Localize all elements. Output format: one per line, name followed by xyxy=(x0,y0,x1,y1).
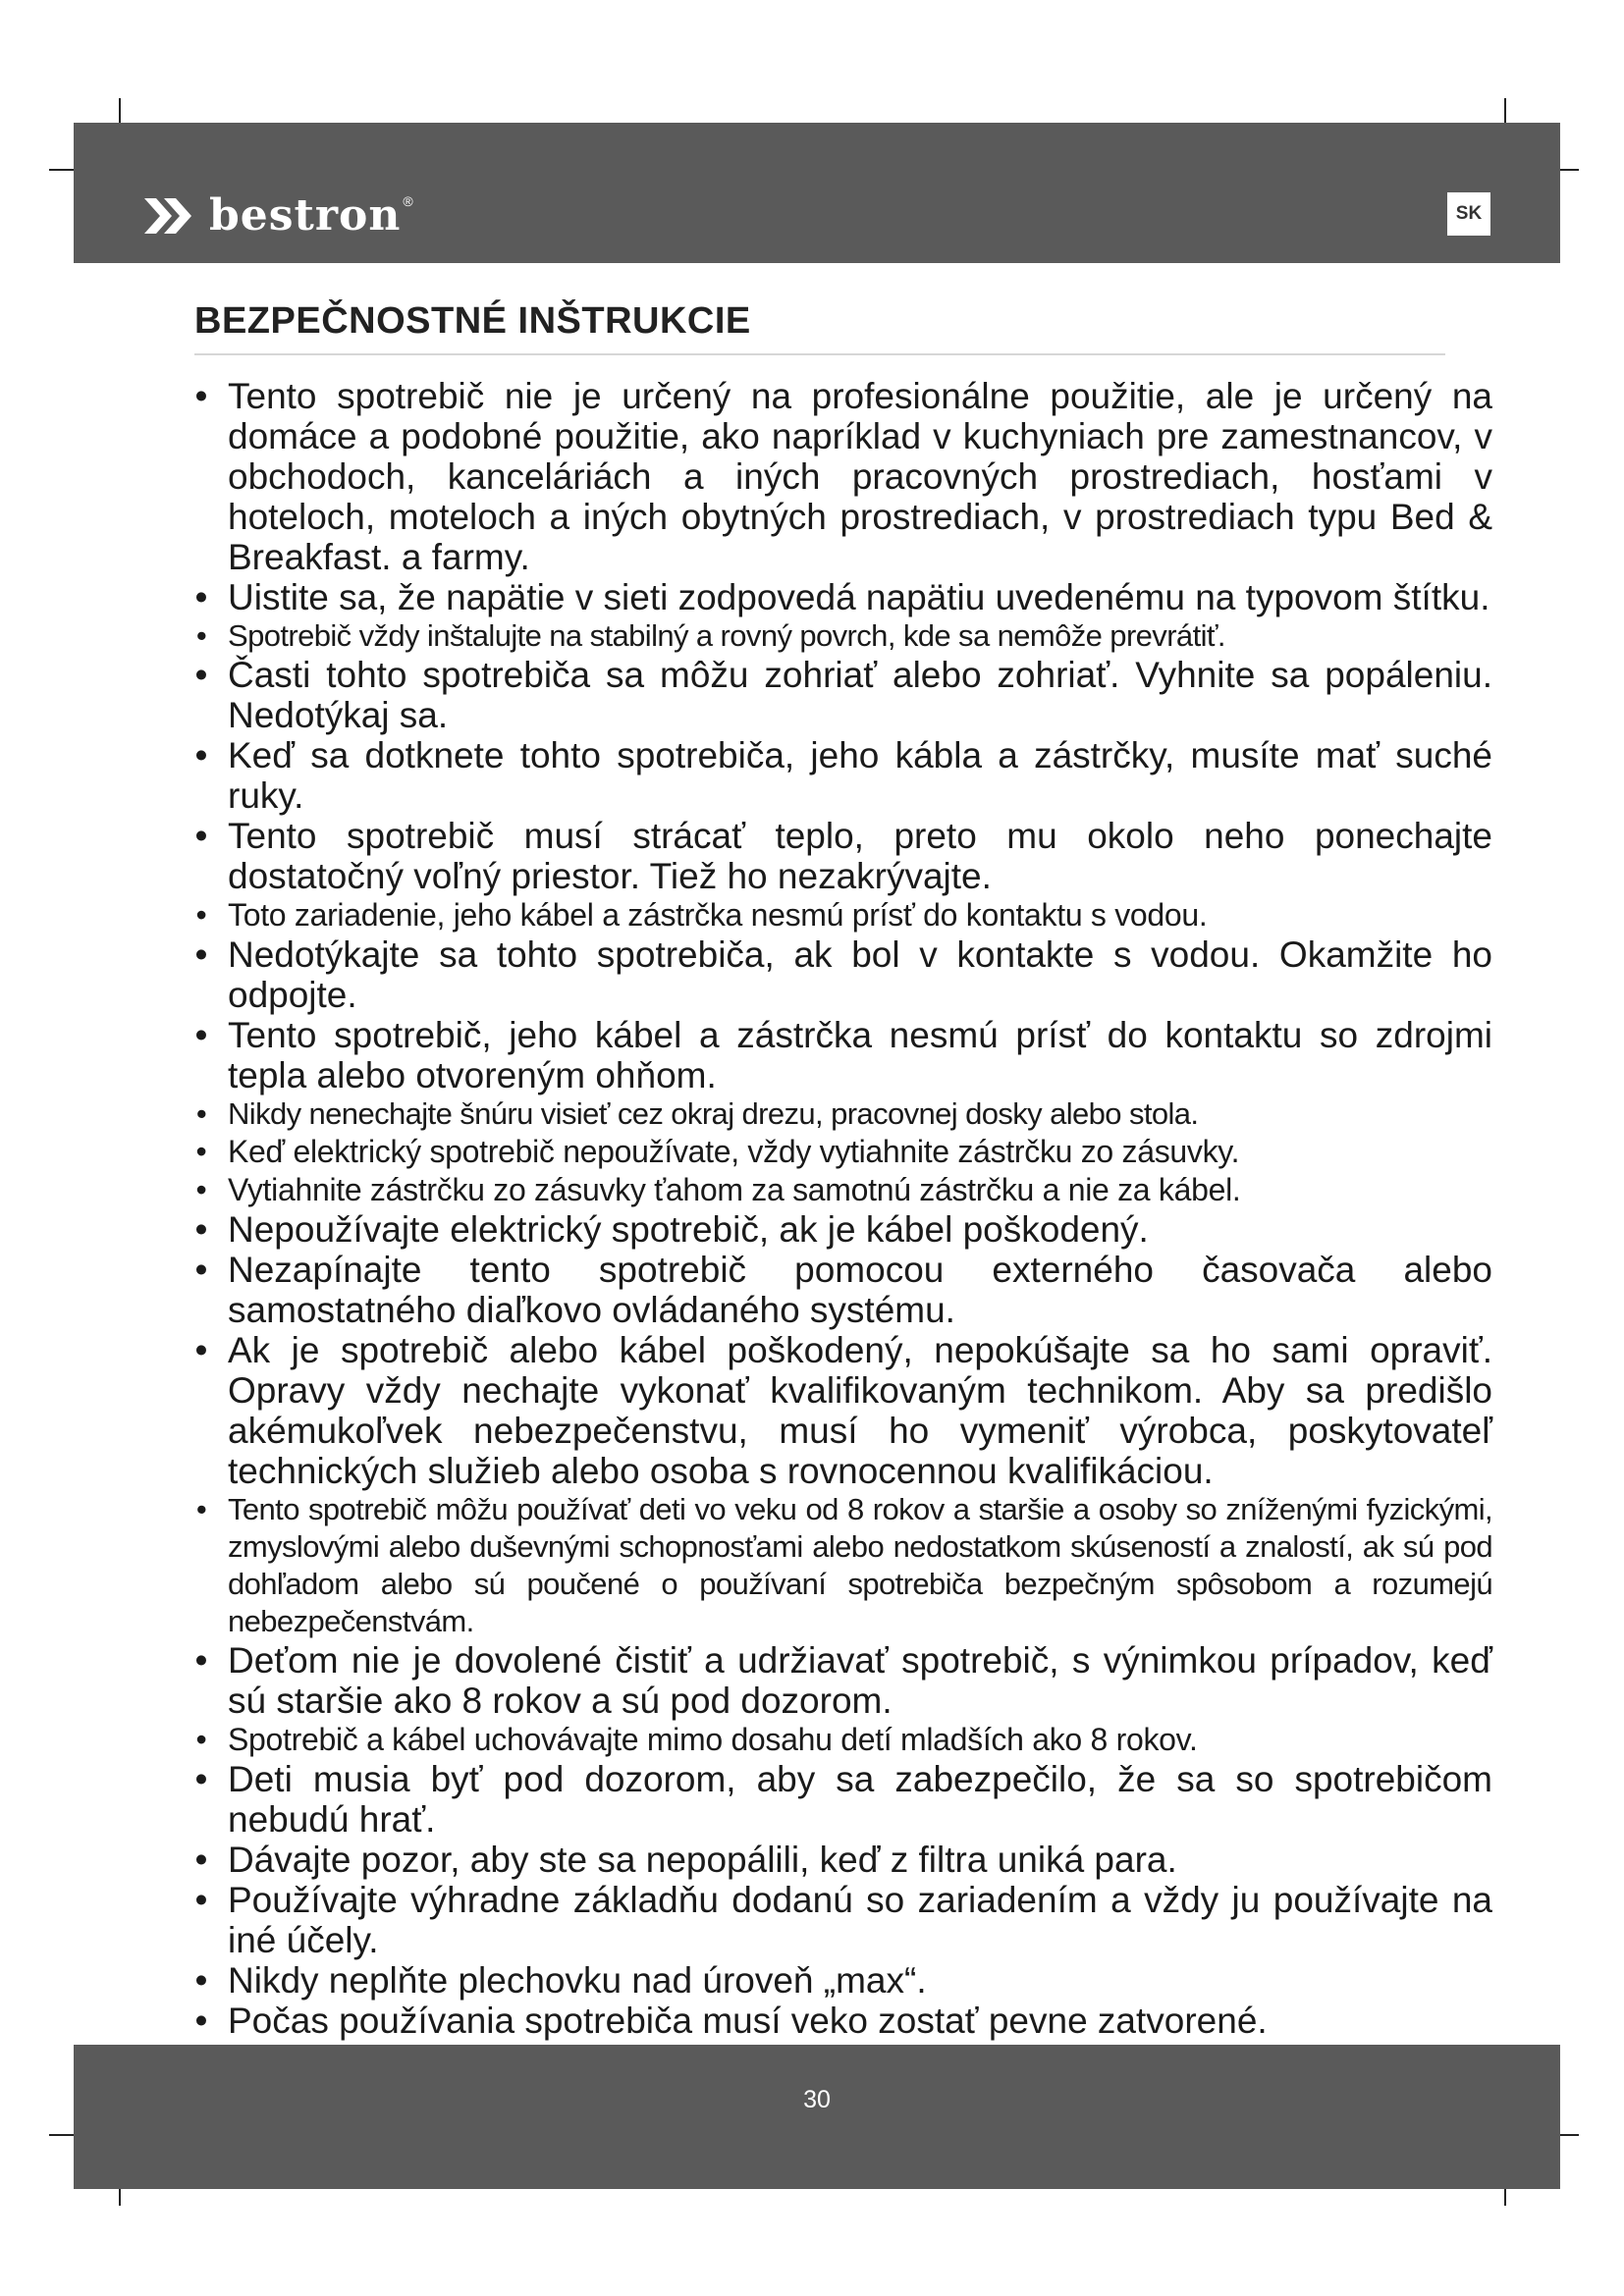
bullet: • xyxy=(194,655,208,695)
list-item xyxy=(187,1491,1492,1640)
list-item xyxy=(187,735,1492,816)
list-item-text: Nedotýkajte sa tohto spotrebiča, ak bol v kontakte s vodou. Okamžite ho odpojte. xyxy=(228,934,1492,1015)
list-item-text: Tento spotrebič môžu používať deti vo veku od 8 rokov a staršie a osoby so zníženými fyzickými, zmyslovými alebo duševnými schopnosťami alebo nedostatkom skúseností a znalostí, ak sú pod dohľadom alebo sú poučené o používaní spotrebiča bezpečným spôsobom a rozumejú nebezpečenstvám. xyxy=(228,1492,1492,1638)
page-number: 30 xyxy=(803,2086,831,2113)
list-item-text: Nezapínajte tento spotrebič pomocou externého časovača alebo samostatného diaľkovo ovládaného systému. xyxy=(228,1250,1492,1330)
bullet: • xyxy=(195,1134,207,1169)
list-item-text: Spotrebič vždy inštalujte na stabilný a rovný povrch, kde sa nemôže prevrátiť. xyxy=(228,618,1225,653)
list-item xyxy=(187,376,1492,577)
list-item xyxy=(187,1095,1492,1133)
bullet: • xyxy=(194,1250,208,1290)
list-item xyxy=(187,934,1492,1015)
list-item xyxy=(187,1759,1492,1840)
brand-name: bestron xyxy=(209,190,402,240)
bullet: • xyxy=(194,577,208,617)
bullet: • xyxy=(195,1096,207,1131)
bullet: • xyxy=(194,1960,208,2001)
double-chevron-icon xyxy=(142,194,199,238)
list-item-text: Tento spotrebič nie je určený na profesionálne použitie, ale je určený na domáce a podobné použitie, ako napríklad v kuchyniach pre zamestnancov, v obchodoch, kanceláriách a iných pracovných prostrediach, hosťami v hoteloch, moteloch a iných obytných prostrediach, v prostrediach typu Bed & Breakfast. a farmy. xyxy=(228,376,1492,577)
registered-mark: ® xyxy=(403,193,413,209)
list-item-text: Vytiahnite zástrčku zo zásuvky ťahom za samotnú zástrčku a nie za kábel. xyxy=(228,1172,1241,1207)
bullet: • xyxy=(194,1880,208,1920)
bullet: • xyxy=(195,1172,207,1207)
list-item-text: Deti musia byť pod dozorom, aby sa zabezpečilo, že sa so spotrebičom nebudú hrať. xyxy=(228,1759,1492,1840)
bullet: • xyxy=(194,1840,208,1880)
list-item-text: Časti tohto spotrebiča sa môžu zohriať alebo zohriať. Vyhnite sa popáleniu. Nedotýkaj sa. xyxy=(228,655,1492,735)
list-item-text: Dávajte pozor, aby ste sa nepopálili, keď z filtra uniká para. xyxy=(228,1840,1177,1880)
bullet: • xyxy=(194,376,208,416)
list-item xyxy=(187,2001,1492,2041)
list-item-text: Keď elektrický spotrebič nepoužívate, vždy vytiahnite zástrčku zo zásuvky. xyxy=(228,1134,1240,1169)
brand-logo xyxy=(142,191,413,240)
list-item-text: Tento spotrebič musí strácať teplo, preto mu okolo neho ponechajte dostatočný voľný priestor. Tiež ho nezakrývajte. xyxy=(228,816,1492,896)
list-item-text: Počas používania spotrebiča musí veko zostať pevne zatvorené. xyxy=(228,2001,1268,2041)
language-badge: SK xyxy=(1447,192,1490,236)
safety-instructions-list xyxy=(187,376,1492,2041)
list-item xyxy=(187,1171,1492,1209)
list-item-text: Uistite sa, že napätie v sieti zodpovedá napätiu uvedenému na typovom štítku. xyxy=(228,577,1490,617)
list-item xyxy=(187,577,1492,617)
list-item xyxy=(187,1330,1492,1491)
bullet: • xyxy=(194,1759,208,1799)
list-item xyxy=(187,1209,1492,1250)
list-item-text: Keď sa dotknete tohto spotrebiča, jeho kábla a zástrčky, musíte mať suché ruky. xyxy=(228,735,1492,816)
bullet: • xyxy=(194,2001,208,2041)
list-item-text: Používajte výhradne základňu dodanú so zariadením a vždy ju používajte na iné účely. xyxy=(228,1880,1492,1960)
bullet: • xyxy=(194,735,208,775)
list-item xyxy=(187,1133,1492,1171)
list-item-text: Tento spotrebič, jeho kábel a zástrčka nesmú prísť do kontaktu so zdrojmi tepla alebo otvoreným ohňom. xyxy=(228,1015,1492,1095)
bullet: • xyxy=(194,1015,208,1055)
bullet: • xyxy=(194,934,208,975)
list-item xyxy=(187,655,1492,735)
list-item xyxy=(187,1960,1492,2001)
list-item-text: Nepoužívajte elektrický spotrebič, ak je kábel poškodený. xyxy=(228,1209,1149,1250)
list-item-text: Nikdy nenechajte šnúru visieť cez okraj drezu, pracovnej dosky alebo stola. xyxy=(228,1096,1199,1131)
bullet: • xyxy=(195,897,207,933)
list-item-text: Deťom nie je dovolené čistiť a udržiavať spotrebič, s výnimkou prípadov, keď sú staršie ako 8 rokov a sú pod dozorom. xyxy=(228,1640,1492,1721)
bullet: • xyxy=(194,1330,208,1370)
bullet: • xyxy=(194,1640,208,1681)
bullet: • xyxy=(194,1209,208,1250)
list-item xyxy=(187,1840,1492,1880)
list-item xyxy=(187,1015,1492,1095)
bullet: • xyxy=(194,816,208,856)
list-item xyxy=(187,1880,1492,1960)
list-item-text: Nikdy neplňte plechovku nad úroveň „max“. xyxy=(228,1960,927,2001)
list-item xyxy=(187,816,1492,896)
page-title: BEZPEČNOSTNÉ INŠTRUKCIE xyxy=(194,300,751,342)
list-item xyxy=(187,1250,1492,1330)
bullet: • xyxy=(195,1492,207,1526)
bullet: • xyxy=(195,618,207,653)
list-item xyxy=(187,896,1492,934)
list-item xyxy=(187,617,1492,655)
list-item xyxy=(187,1721,1492,1759)
bullet: • xyxy=(195,1722,207,1757)
list-item-text: Ak je spotrebič alebo kábel poškodený, nepokúšajte sa ho sami opraviť. Opravy vždy nechajte vykonať kvalifikovaným technikom. Aby sa predišlo akémukoľvek nebezpečenstvu, musí ho vymeniť výrobca, poskytovateľ technických služieb alebo osoba s rovnocennou kvalifikáciou. xyxy=(228,1330,1492,1491)
title-divider xyxy=(194,353,1445,355)
list-item xyxy=(187,1640,1492,1721)
header-bar xyxy=(74,123,1560,263)
list-item-text: Toto zariadenie, jeho kábel a zástrčka nesmú prísť do kontaktu s vodou. xyxy=(228,897,1208,933)
list-item-text: Spotrebič a kábel uchovávajte mimo dosahu detí mladších ako 8 rokov. xyxy=(228,1722,1198,1757)
footer-bar xyxy=(74,2045,1560,2189)
